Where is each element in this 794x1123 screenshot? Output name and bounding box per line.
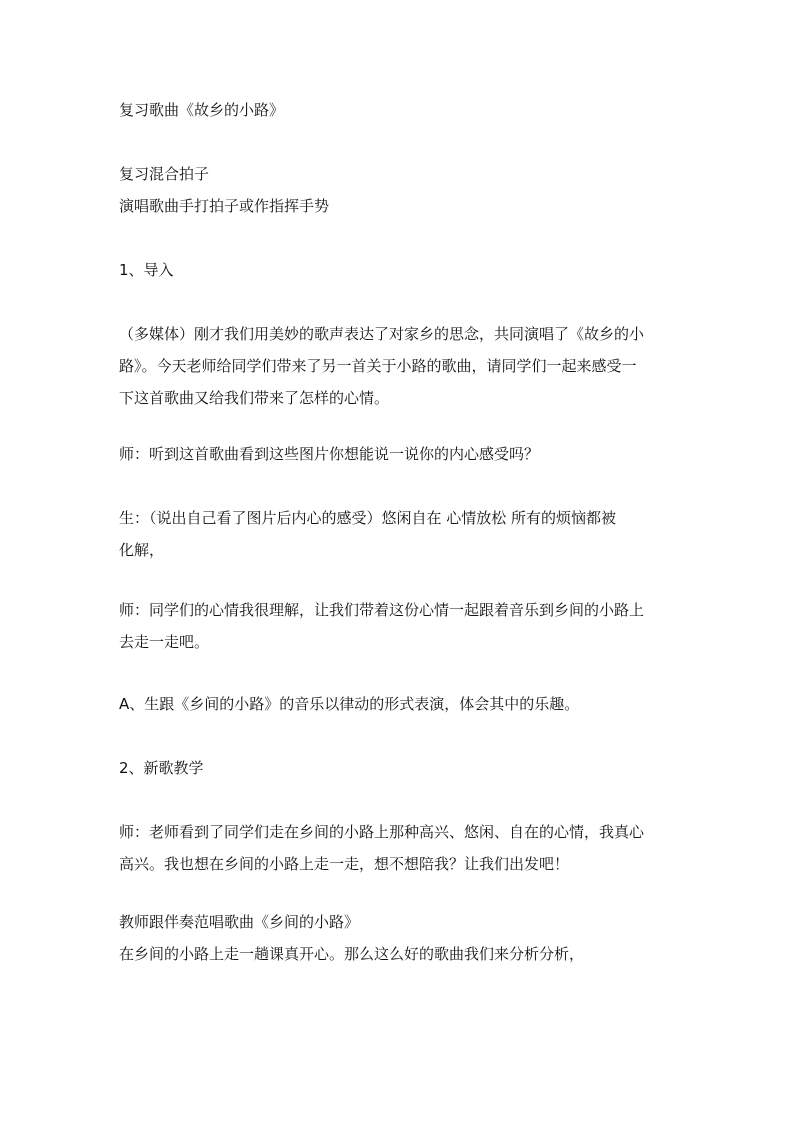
teacher-new-song-paragraph [119, 816, 679, 880]
section-1-title: 1、导入 [119, 261, 174, 279]
student-answer-line: 生：（说出自己看了图片后内心的感受）悠闲自在 心情放松 所有的烦恼都被 [119, 509, 617, 527]
intro-paragraph [119, 318, 679, 414]
section-2-title: 2、新歌教学 [119, 759, 204, 777]
intro-line: 下这首歌曲又给我们带来了怎样的心情。 [119, 389, 390, 407]
review-song-heading: 复习歌曲《故乡的小路》 [119, 101, 285, 119]
teacher-new-song-line: 高兴。我也想在乡间的小路上走一走，想不想陪我？让我们出发吧！ [119, 855, 570, 873]
intro-line: （多媒体）刚才我们用美妙的歌声表达了对家乡的思念，共同演唱了《故乡的小 [119, 325, 645, 343]
analysis-intro-line: 在乡间的小路上走一趟课真开心。那么这么好的歌曲我们来分析分析， [119, 945, 585, 963]
student-answer-line: 化解， [119, 541, 165, 559]
student-answer-paragraph [119, 502, 679, 566]
intro-line: 路》。今天老师给同学们带来了另一首关于小路的歌曲，请同学们一起来感受一 [119, 357, 637, 375]
review-meter-line: 复习混合拍子 [119, 165, 210, 183]
sing-with-beat-line: 演唱歌曲手打拍子或作指挥手势 [119, 197, 330, 215]
teacher-question: 师：听到这首歌曲看到这些图片你想能说一说你的内心感受吗？ [119, 445, 540, 463]
activity-a: A、生跟《乡间的小路》的音乐以律动的形式表演，体会其中的乐趣。 [119, 695, 580, 713]
teacher-response-line: 师：同学们的心情我很理解，让我们带着这份心情一起跟着音乐到乡间的小路上 [119, 601, 645, 619]
teacher-new-song-line: 师：老师看到了同学们走在乡间的小路上那种高兴、悠闲、自在的心情，我真心 [119, 823, 645, 841]
teacher-response-line: 去走一走吧。 [119, 633, 210, 651]
teacher-response-paragraph [119, 594, 679, 658]
teacher-demo-line: 教师跟伴奏范唱歌曲《乡间的小路》 [119, 913, 360, 931]
